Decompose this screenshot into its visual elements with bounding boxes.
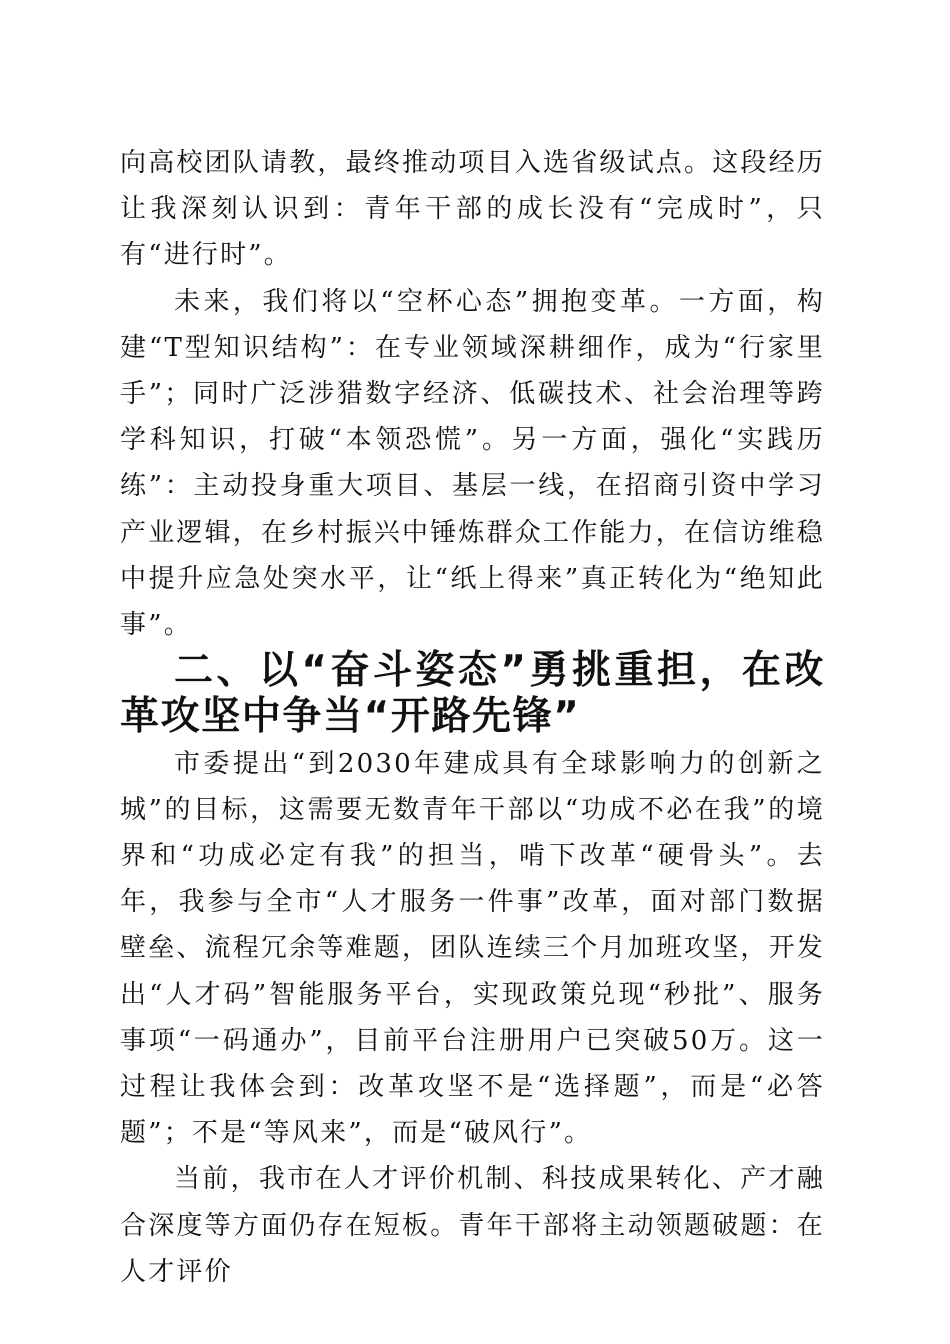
paragraph-continued: 向高校团队请教，最终推动项目入选省级试点。这段经历让我深刻认识到：青年干部的成长没有“完成时”，只有“进行时”。: [120, 148, 826, 271]
section-heading-2: 二、以“奋斗姿态”勇挑重担，在改革攻坚中争当“开路先锋”: [120, 648, 825, 740]
paragraph-future-plan: 未来，我们将以“空杯心态”拥抱变革。一方面，构建“T型知识结构”：在专业领域深耕细作，成为“行家里手”；同时广泛涉猎数字经济、低碳技术、社会治理等跨学科知识，打破“本领恐慌”。另一方面，强化“实践历练”：主动投身重大项目、基层一线，在招商引资中学习产业逻辑，在乡村振兴中锤炼群众工作能力，在信访维稳中提升应急处突水平，让“纸上得来”真正转化为“绝知此事”。: [120, 286, 826, 641]
paragraph-current-shortcomings: 当前，我市在人才评价机制、科技成果转化、产才融合深度等方面仍存在短板。青年干部将主动领题破题：在人才评价: [120, 1164, 826, 1287]
paragraph-reform: 市委提出“到2030年建成具有全球影响力的创新之城”的目标，这需要无数青年干部以“功成不必在我”的境界和“功成必定有我”的担当，啃下改革“硬骨头”。去年，我参与全市“人才服务一件事”改革，面对部门数据壁垒、流程冗余等难题，团队连续三个月加班攻坚，开发出“人才码”智能服务平台，实现政策兑现“秒批”、服务事项“一码通办”，目前平台注册用户已突破50万。这一过程让我体会到：改革攻坚不是“选择题”，而是“必答题”；不是“等风来”，而是“破风行”。: [120, 748, 826, 1149]
document-page: [120, 140, 825, 1295]
